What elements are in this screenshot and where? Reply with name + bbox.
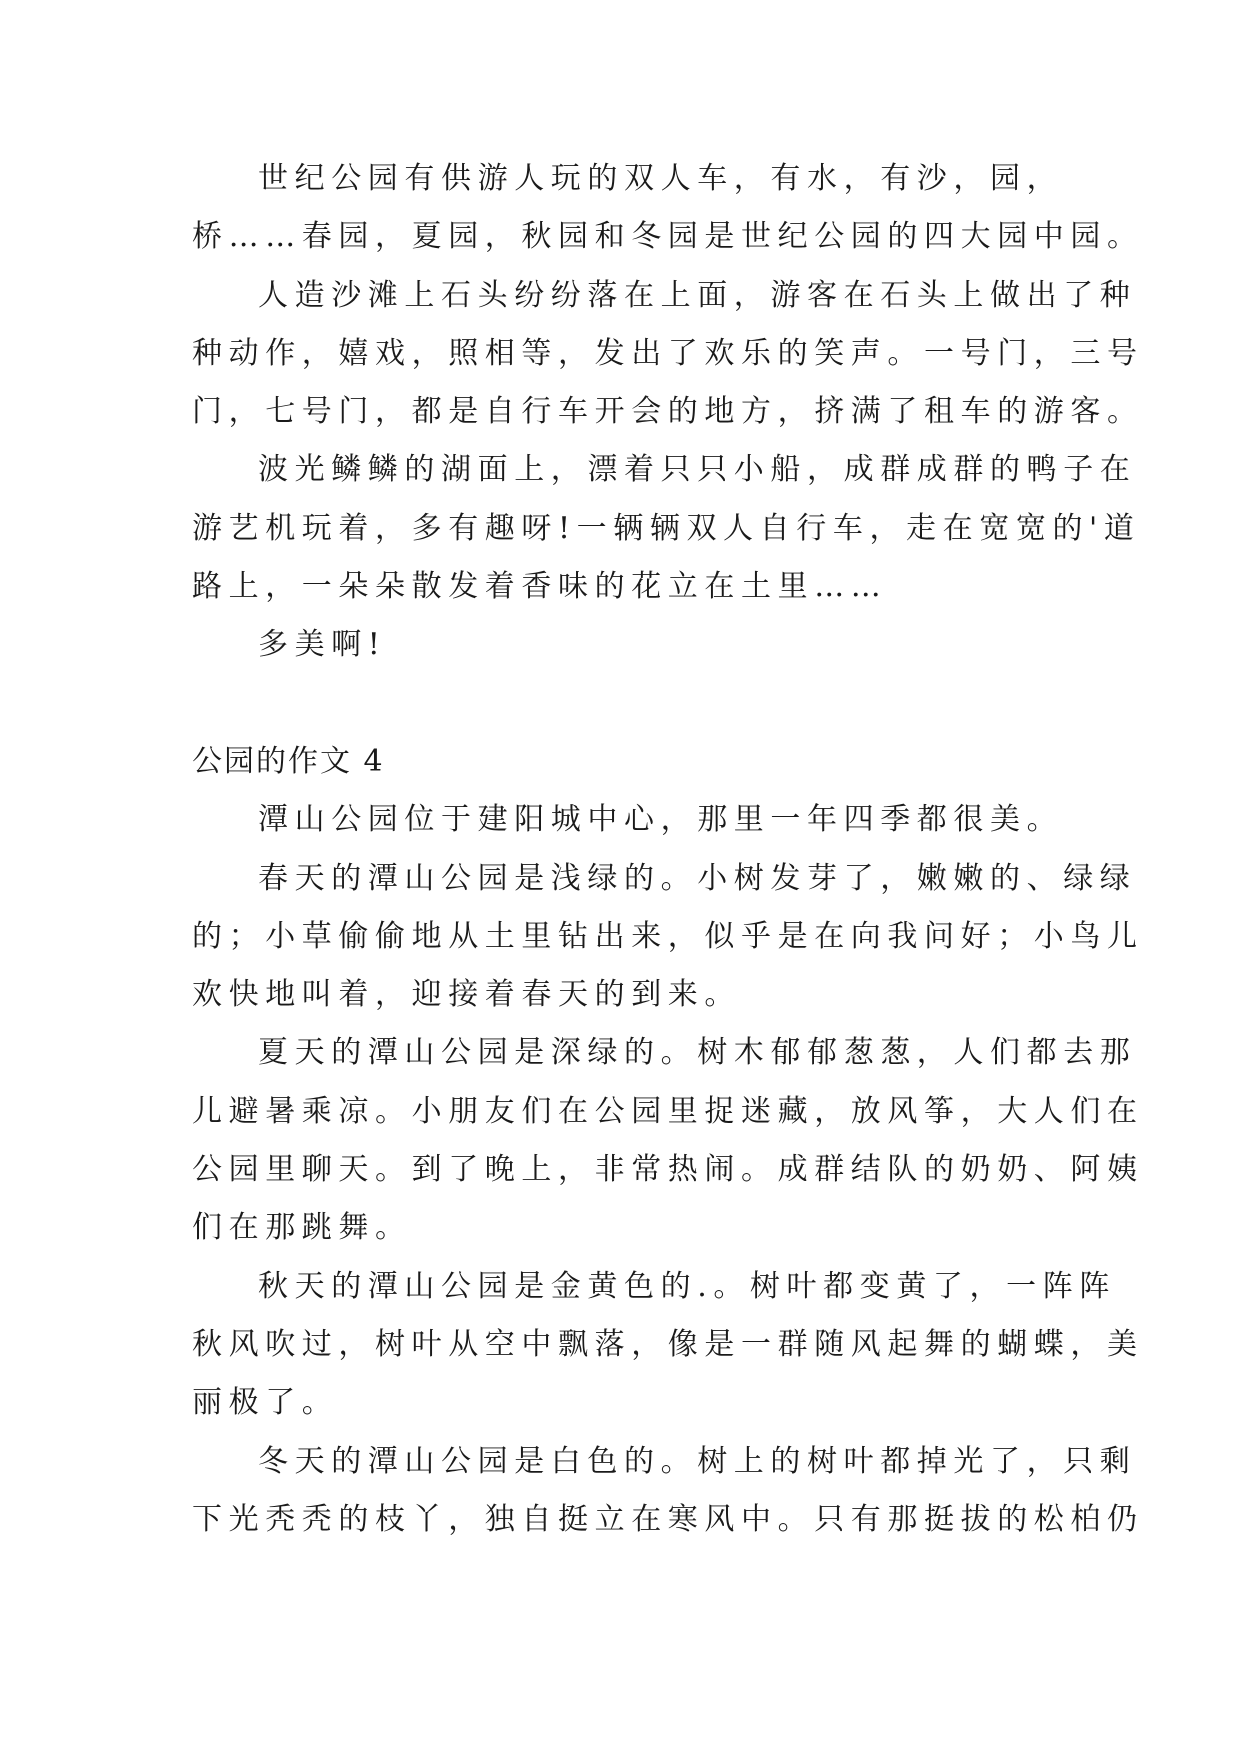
blank-line (192, 675, 1072, 733)
paragraph (192, 267, 1144, 442)
section-title: 公园的作文 4 (192, 743, 385, 779)
paragraph (192, 1258, 1144, 1433)
text-line: 游艺机玩着，多有趣呀!一辆辆双人自行车，走在宽宽的'道 (192, 510, 1141, 546)
paragraph (192, 150, 1144, 267)
paragraph (192, 850, 1144, 1025)
paragraph (192, 1433, 1144, 1550)
text-line: 欢快地叫着，迎接着春天的到来。 (192, 977, 741, 1013)
text-line: 世纪公园有供游人玩的双人车，有水，有沙，园， (258, 161, 1064, 196)
paragraph (192, 1024, 1144, 1257)
paragraph (192, 791, 1072, 849)
paragraph (192, 616, 1072, 674)
document-body (192, 150, 1144, 1549)
text-line: 冬天的潭山公园是白色的。树上的树叶都掉光了，只剩 (258, 1443, 1137, 1479)
text-line: 秋风吹过，树叶从空中飘落，像是一群随风起舞的蝴蝶，美 (192, 1326, 1144, 1362)
text-line: 春天的潭山公园是浅绿的。小树发芽了，嫩嫩的、绿绿 (258, 860, 1137, 896)
text-line: 儿避暑乘凉。小朋友们在公园里捉迷藏，放风筝，大人们在 (192, 1093, 1144, 1129)
text-line: 下光秃秃的枝丫，独自挺立在寒风中。只有那挺拔的松柏仍 (192, 1501, 1144, 1537)
text-line: 门，七号门，都是自行车开会的地方，挤满了租车的游客。 (192, 394, 1144, 430)
text-line: 夏天的潭山公园是深绿的。树木郁郁葱葱，人们都去那 (258, 1035, 1137, 1071)
text-line: 丽极了。 (192, 1385, 339, 1421)
paragraph (192, 441, 1141, 616)
text-line: 种动作，嬉戏，照相等，发出了欢乐的笑声。一号门，三号 (192, 335, 1144, 371)
text-line: 的；小草偷偷地从土里钻出来，似乎是在向我问好；小鸟儿 (192, 918, 1144, 954)
text-line: 多美啊! (258, 627, 387, 663)
text-line: 秋天的潭山公园是金黄色的.。树叶都变黄了，一阵阵 (258, 1268, 1116, 1304)
text-line: 路上，一朵朵散发着香味的花立在土里…… (192, 569, 888, 605)
text-line: 们在那跳舞。 (192, 1210, 412, 1246)
text-line: 人造沙滩上石头纷纷落在上面，游客在石头上做出了种 (258, 277, 1137, 313)
text-line: 潭山公园位于建阳城中心，那里一年四季都很美。 (258, 802, 1064, 838)
text-line: 波光鳞鳞的湖面上，漂着只只小船，成群成群的鸭子在 (258, 452, 1137, 488)
text-line: 桥……春园，夏园，秋园和冬园是世纪公园的四大园中园。 (192, 219, 1144, 255)
text-line: 公园里聊天。到了晚上，非常热闹。成群结队的奶奶、阿姨 (192, 1152, 1144, 1188)
